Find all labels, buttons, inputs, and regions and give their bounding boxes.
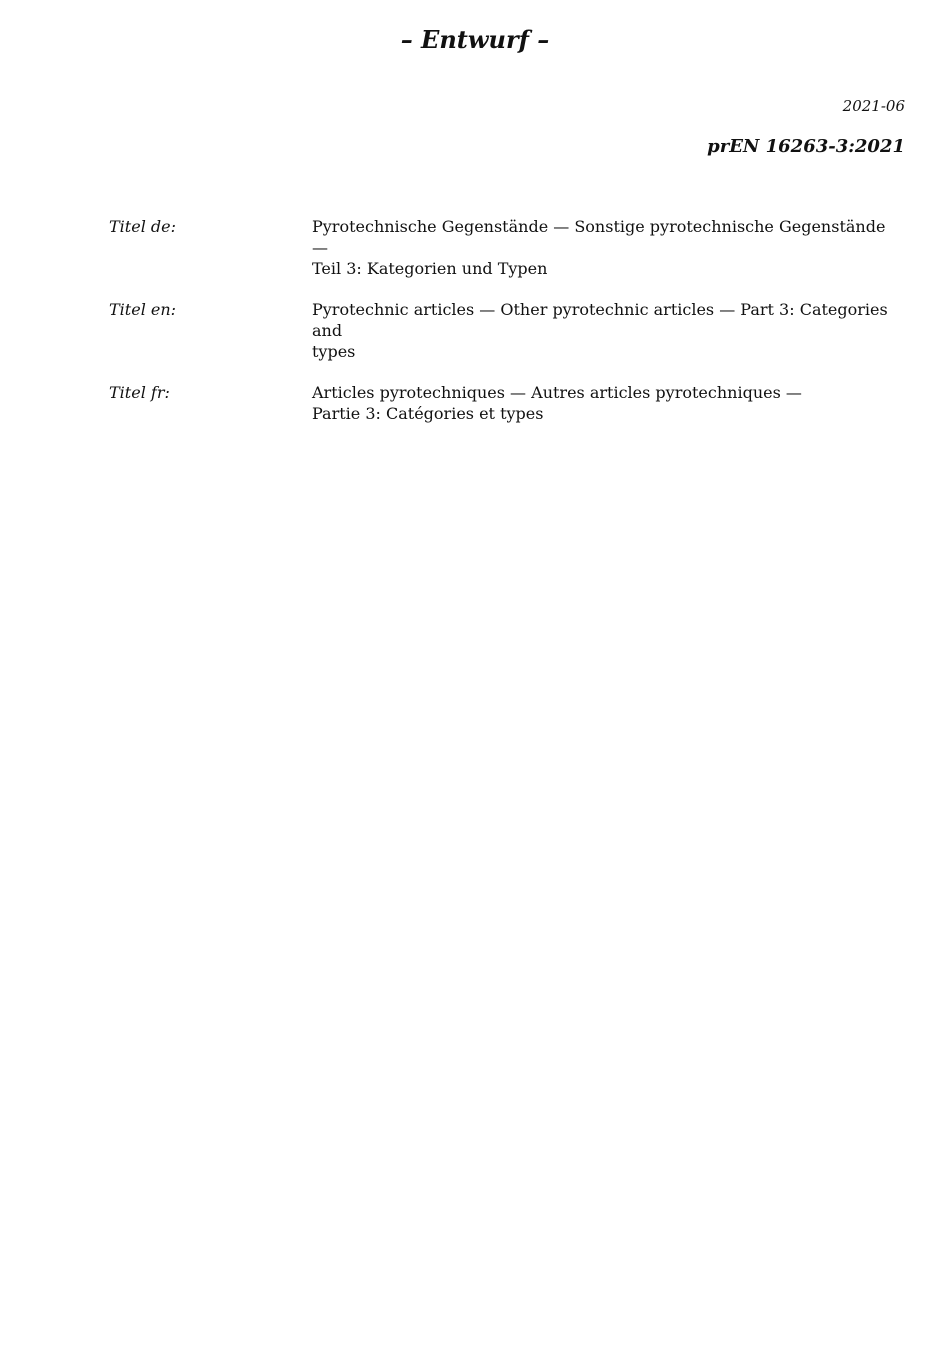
- title-row-en: [109, 299, 905, 362]
- title-text-en: [312, 299, 905, 362]
- document-number: prEN 16263-3:2021: [707, 136, 905, 157]
- draft-heading: – Entwurf –: [400, 25, 550, 54]
- title-line: Articles pyrotechniques — Autres articles pyrotechniques —: [312, 383, 802, 402]
- title-line: Partie 3: Catégories et types: [312, 404, 544, 423]
- title-label-en: Titel en:: [109, 300, 177, 319]
- title-text-fr: [312, 382, 905, 424]
- title-row-fr: [109, 382, 905, 424]
- title-line: Teil 3: Kategorien und Typen: [312, 259, 548, 278]
- title-line: types: [312, 342, 356, 361]
- document-date: 2021-06: [842, 97, 905, 115]
- title-row-de: [109, 216, 905, 279]
- title-label-de: Titel de:: [109, 217, 176, 236]
- titles-section: [109, 216, 905, 444]
- title-line: Pyrotechnische Gegenstände — Sonstige pyrotechnische Gegenstände —: [312, 217, 886, 257]
- title-label-fr: Titel fr:: [109, 383, 170, 402]
- title-text-de: [312, 216, 905, 279]
- title-line: Pyrotechnic articles — Other pyrotechnic articles — Part 3: Categories and: [312, 300, 888, 340]
